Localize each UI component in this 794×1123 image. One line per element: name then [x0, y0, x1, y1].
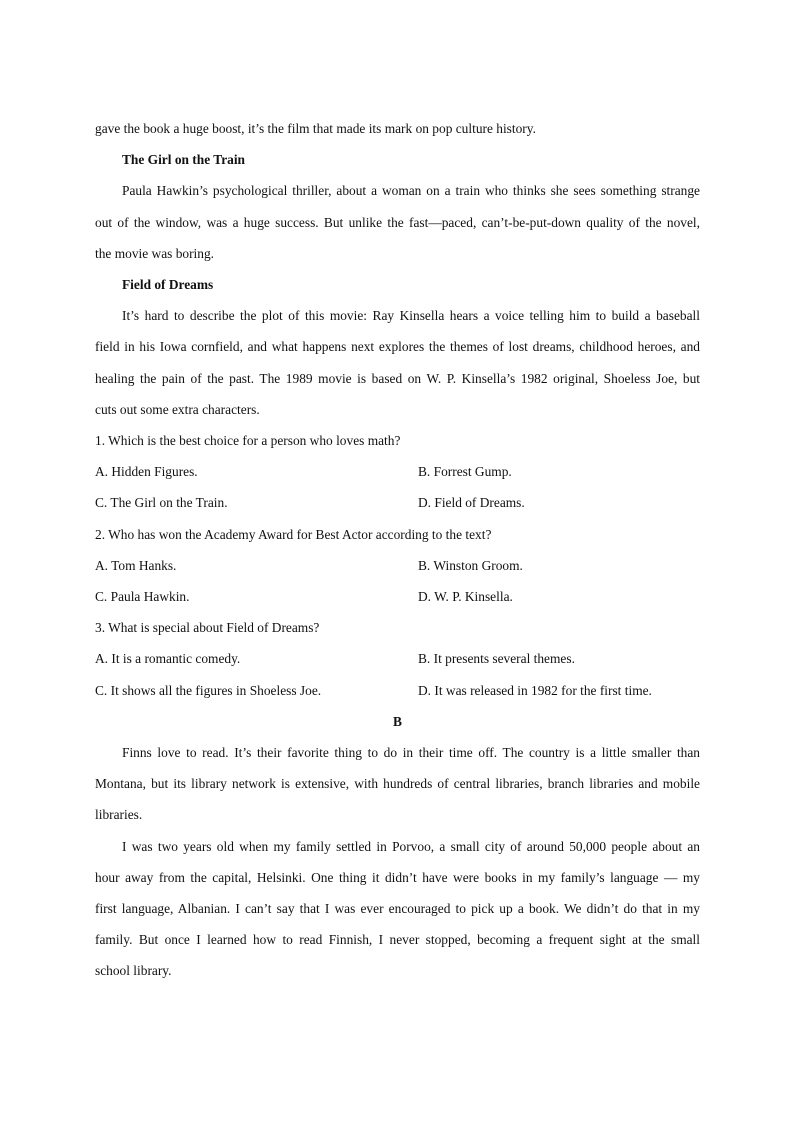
answer-option: A. Tom Hanks. [95, 558, 177, 573]
section-heading-field-of-dreams: Field of Dreams [122, 277, 214, 292]
paragraph-line: field in his Iowa cornfield, and what happens next explores the themes of lost dreams, childhood heroes, and [95, 339, 700, 354]
paragraph-line: first language, Albanian. I can’t say that I was ever encouraged to pick up a book. We didn’t do that in my [95, 901, 700, 916]
paragraph-line: Montana, but its library network is extensive, with hundreds of central libraries, branch libraries and mobile [95, 776, 700, 791]
answer-option: D. It was released in 1982 for the first time. [418, 683, 652, 698]
question-stem: 1. Which is the best choice for a person who loves math? [95, 433, 401, 448]
answer-option: C. The Girl on the Train. [95, 495, 228, 510]
paragraph-line: cuts out some extra characters. [95, 402, 260, 417]
paragraph-line: the movie was boring. [95, 246, 215, 261]
paragraph-line: school library. [95, 963, 172, 978]
passage-a-intro-tail: gave the book a huge boost, it’s the film that made its mark on pop culture history. [95, 121, 536, 136]
paragraph-line: libraries. [95, 807, 143, 822]
paragraph-line: Paula Hawkin’s psychological thriller, about a woman on a train who thinks she sees something strange [122, 183, 700, 198]
paragraph-line: family. But once I learned how to read Finnish, I never stopped, becoming a frequent sight at the small [95, 932, 700, 947]
answer-option: B. Forrest Gump. [418, 464, 512, 479]
answer-option: A. Hidden Figures. [95, 464, 198, 479]
paragraph-line: I was two years old when my family settled in Porvoo, a small city of around 50,000 people about an [122, 839, 700, 854]
answer-option: C. It shows all the figures in Shoeless Joe. [95, 683, 322, 698]
paragraph-line: healing the pain of the past. The 1989 movie is based on W. P. Kinsella’s 1982 original, Shoeless Joe, but [95, 371, 700, 386]
question-stem: 2. Who has won the Academy Award for Best Actor according to the text? [95, 527, 492, 542]
paragraph-line: Finns love to read. It’s their favorite thing to do in their time off. The country is a little smaller than [122, 745, 700, 760]
answer-option: D. Field of Dreams. [418, 495, 525, 510]
answer-option: A. It is a romantic comedy. [95, 651, 241, 666]
answer-option: C. Paula Hawkin. [95, 589, 190, 604]
answer-option: D. W. P. Kinsella. [418, 589, 513, 604]
answer-option: B. It presents several themes. [418, 651, 575, 666]
paragraph-line: It’s hard to describe the plot of this movie: Ray Kinsella hears a voice telling him to build a baseball [122, 308, 700, 323]
question-stem: 3. What is special about Field of Dreams? [95, 620, 320, 635]
answer-option: B. Winston Groom. [418, 558, 523, 573]
passage-b-label: B [393, 714, 402, 729]
section-heading-girl-on-train: The Girl on the Train [122, 152, 246, 167]
paragraph-line: out of the window, was a huge success. But unlike the fast—paced, can’t-be-put-down quality of the novel, [95, 215, 700, 230]
paragraph-line: hour away from the capital, Helsinki. One thing it didn’t have were books in my family’s language — my [95, 870, 700, 885]
